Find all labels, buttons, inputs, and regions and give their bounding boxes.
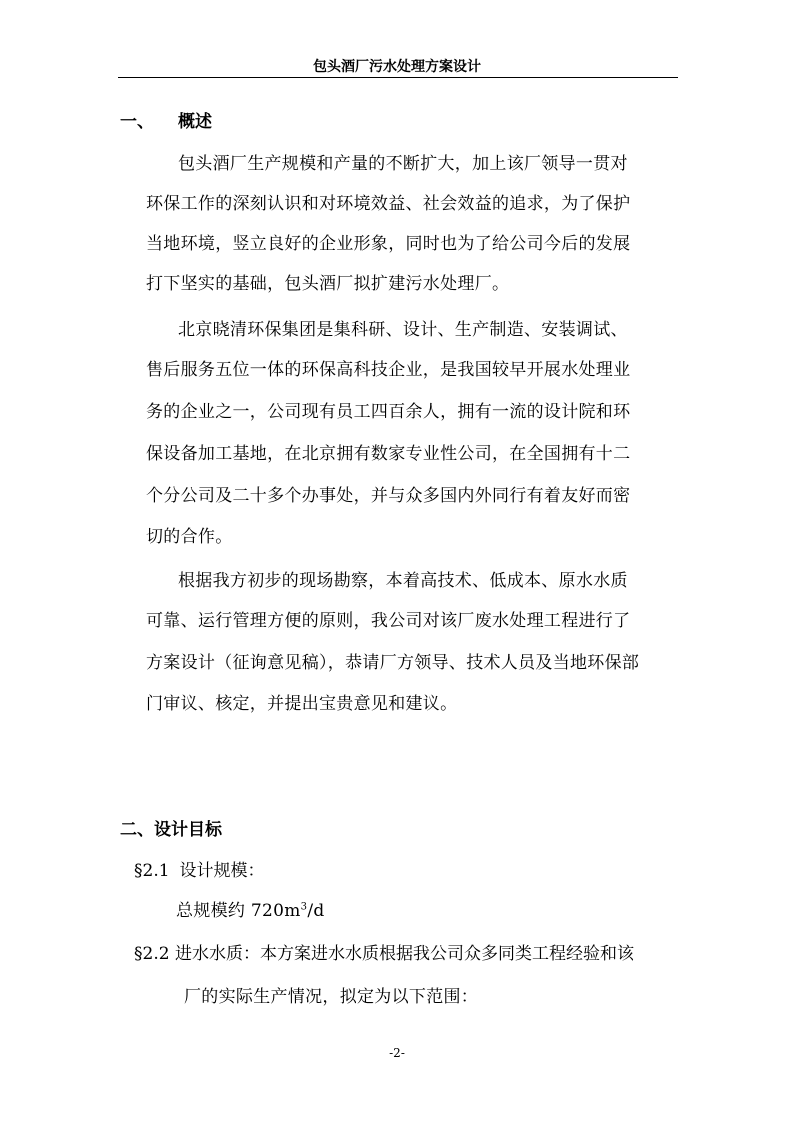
subsection-2-2-label: §2.2 xyxy=(134,944,170,964)
paragraph-line: 环保工作的深刻认识和对环境效益、社会效益的追求，为了保护 xyxy=(146,194,631,214)
design-scale-prefix: 总规模约 720m xyxy=(176,901,301,921)
subsection-2-1-text: 设计规模： xyxy=(179,861,265,881)
paragraph-line: 售后服务五位一体的环保高科技企业，是我国较早开展水处理业 xyxy=(146,360,631,380)
paragraph-line: 个分公司及二十多个办事处，并与众多国内外同行有着友好而密 xyxy=(146,486,631,506)
paragraph-line: 打下坚实的基础，包头酒厂拟扩建污水处理厂。 xyxy=(146,274,510,294)
paragraph-line: 包头酒厂生产规模和产量的不断扩大，加上该厂领导一贯对 xyxy=(178,154,628,174)
section-1-heading xyxy=(120,107,212,132)
paragraph-line: 可靠、运行管理方便的原则，我公司对该厂废水处理工程进行了 xyxy=(146,611,631,631)
subsection-2-1 xyxy=(134,856,265,881)
paragraph-line: 当地环境，竖立良好的企业形象，同时也为了给公司今后的发展 xyxy=(146,234,631,254)
paragraph-line: 北京晓清环保集团是集科研、设计、生产制造、安装调试、 xyxy=(178,320,628,340)
page-number: -2- xyxy=(389,1046,405,1060)
section-2-heading: 二、设计目标 xyxy=(120,820,222,840)
paragraph-line: 务的企业之一，公司现有员工四百余人，拥有一流的设计院和环 xyxy=(146,402,631,422)
page-header-title: 包头酒厂污水处理方案设计 xyxy=(313,59,481,75)
subsection-2-2 xyxy=(134,939,634,964)
paragraph-line: 门审议、核定，并提出宝贵意见和建议。 xyxy=(146,694,458,714)
design-scale-value xyxy=(176,896,325,921)
subsection-2-2-continuation: 厂的实际生产情况，拟定为以下范围： xyxy=(184,987,479,1007)
subsection-2-2-text: 进水水质：本方案进水水质根据我公司众多同类工程经验和该 xyxy=(174,944,634,964)
section-1-number: 一、 xyxy=(120,112,154,132)
paragraph-line: 方案设计（征询意见稿），恭请厂方领导、技术人员及当地环保部 xyxy=(146,653,640,673)
section-1-title: 概述 xyxy=(178,112,212,132)
subsection-2-1-label: §2.1 xyxy=(134,861,170,881)
header-rule xyxy=(118,77,678,78)
paragraph-line: 切的合作。 xyxy=(146,527,233,547)
paragraph-line: 保设备加工基地，在北京拥有数家专业性公司，在全国拥有十二 xyxy=(146,444,631,464)
paragraph-line: 根据我方初步的现场勘察，本着高技术、低成本、原水水质 xyxy=(178,571,628,591)
design-scale-suffix: /d xyxy=(307,901,325,921)
design-scale-sup: 3 xyxy=(300,901,308,913)
